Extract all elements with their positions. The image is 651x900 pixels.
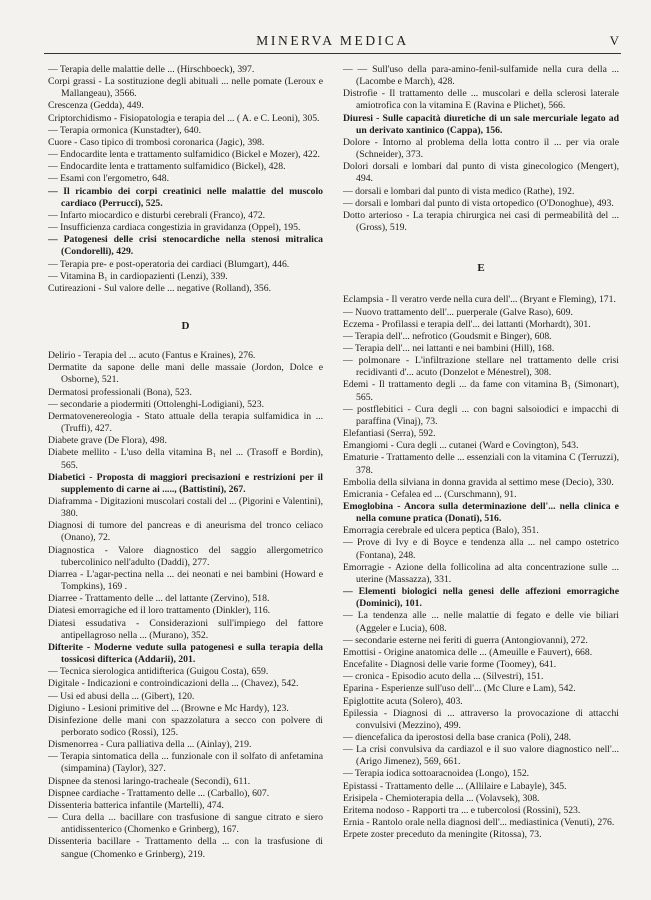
index-entry: Dolori dorsali e lombari dal punto di vista ginecologico (Mengert), 494. — [343, 161, 619, 185]
index-entry: — Terapia dell'... nefrotico (Goudsmit e Binger), 608. — [343, 330, 552, 342]
index-entry: Eparina - Esperienze sull'uso dell'... (Mc Clure e Lam), 542. — [343, 683, 576, 695]
index-entry: Diagnosi di tumore del pancreas e di aneurisma del tronco celiaco (Onano), 72. — [48, 520, 323, 544]
index-entry: — Endocardite lenta e trattamento sulfamidico (Bickel e Mozer), 422. — [48, 149, 320, 161]
index-entry: Cuore - Caso tipico di trombosi coronarica (Jagic), 398. — [48, 136, 265, 148]
index-entry: — Terapia pre- e post-operatoria dei cardiaci (Blumgart), 446. — [48, 258, 290, 270]
index-entry: — Infarto miocardico e disturbi cerebrali (Franco), 472. — [48, 209, 266, 221]
index-entry: Diatesi essudativa - Considerazioni sull'impiego del fattore antipellagroso nella ... (Murano), 352. — [48, 617, 323, 641]
index-entry: Epistassi - Trattamento delle ... (Allilaire e Labayle), 345. — [343, 780, 567, 792]
index-entry: — Terapia ormonica (Kunstadter), 640. — [48, 124, 202, 136]
index-entry: Embolia della silviana in donna gravida al settimo mese (Decio), 330. — [343, 476, 614, 488]
index-entry: Eczema - Profilassi e terapia dell'... dei lattanti (Morhardt), 301. — [343, 318, 591, 330]
index-entry: — Elementi biologici nella genesi delle affezioni emorragiche (Dominici), 101. — [343, 586, 619, 610]
index-entry: Diarrea - L'agar-pectina nella ... dei neonati e nei bambini (Howard e Tompkins), 169 . — [48, 568, 323, 593]
index-entry: — dorsali e lombari dal punto di vista medico (Rathe), 192. — [343, 185, 575, 197]
index-entry: Cutireazioni - Sul valore delle ... negative (Rolland), 356. — [48, 282, 272, 294]
index-entry: — Terapia sintomatica della ... funzionale con il solfato di anfetamina (simpamina) (Taylor), 327. — [48, 751, 323, 775]
index-entry: — La crisi convulsiva da cardiazol e il suo valore diagnostico nell'... (Arigo Jimenez), 569, 661. — [343, 744, 619, 768]
index-entry: — diencefalica da iperostosi della base cranica (Poli), 248. — [343, 731, 572, 743]
left-column — [48, 64, 323, 861]
index-entry: — Usi ed abusi della ... (Gibert), 120. — [48, 690, 195, 702]
index-entry: Crescenza (Gedda), 449. — [48, 100, 144, 112]
index-entry: — Vitamina B₁ in cardiopazienti (Lenzi), 339. — [48, 270, 228, 282]
index-entry: Erpete zoster preceduto da meningite (Ritossa), 73. — [343, 829, 542, 841]
index-entry: Emoglobina - Ancora sulla determinazione dell'... nella clinica e nella comune pratica (Donati), 516. — [343, 501, 619, 525]
index-entry: Erisipela - Chemioterapia della ... (Volavsek), 308. — [343, 792, 540, 804]
index-entry: — postflebitici - Cura degli ... con bagni salsoiodici e impacchi di paraffina (Vinaj), 73. — [343, 403, 619, 427]
index-entry: — secondarie esterne nei feriti di guerra (Antongiovanni), 272. — [343, 634, 588, 646]
index-entry: — Patogenesi delle crisi stenocardiche nella stenosi mitralica (Condorelli), 429. — [48, 234, 323, 258]
index-entry: — Terapia iodica sottoaracnoidea (Longo), 152. — [343, 768, 530, 780]
index-entry: Ernia - Rantolo orale nella diagnosi dell'... mediastinica (Venuti), 276. — [343, 817, 615, 829]
index-entry: Dermatovenereologia - Stato attuale della terapia sulfamidica in ... (Truffi), 427. — [48, 410, 323, 435]
index-entry: — dorsali e lombari dal punto di vista ortopedico (O'Donoghue), 493. — [343, 197, 614, 209]
index-entry: — Il ricambio dei corpi creatinici nelle malattie del muscolo cardiaco (Perrucci), 525. — [48, 185, 323, 209]
right-column — [343, 64, 619, 841]
index-entry: Encefalite - Diagnosi delle varie forme (Toomey), 641. — [343, 659, 557, 671]
left-entries-top — [48, 64, 323, 295]
index-entry: Dissenteria bacillare - Trattamento della ... con la trasfusione di sangue (Chomenko e Grinberg), 219. — [48, 836, 323, 860]
index-entry: Diabete grave (De Flora), 498. — [48, 435, 167, 447]
index-entry: — cronica - Episodio acuto della ... (Silvestri), 151. — [343, 671, 544, 683]
index-entry: Dolore - Intorno al problema della lotta contro il ... per via orale (Schneider), 373. — [343, 136, 619, 161]
index-entry: Edemi - Il trattamento degli ... da fame con vitamina B₁ (Simonart), 565. — [343, 379, 619, 403]
index-entry: Digiuno - Lesioni primitive del ... (Browne e Mc Hardy), 123. — [48, 702, 289, 714]
index-entry: Eritema nodoso - Rapporti tra ... e tubercolosi (Rossini), 523. — [343, 804, 581, 816]
section-letter-d: D — [181, 319, 190, 332]
index-entry: Dismenorrea - Cura palliativa della ... (Ainlay), 219. — [48, 739, 252, 751]
section-letter-e: E — [477, 262, 485, 275]
right-entries-bottom — [343, 294, 619, 841]
index-entry: Diaframma - Digitazioni muscolari costali del ... (Pigorini e Valentini), 380. — [48, 496, 323, 520]
index-entry: Diarree - Trattamento delle ... del lattante (Zervino), 518. — [48, 593, 270, 605]
journal-title: MINERVA MEDICA — [256, 33, 409, 48]
index-entry: Dissenteria batterica infantile (Martelli), 474. — [48, 799, 224, 811]
right-entries-top — [343, 64, 619, 234]
index-entry: Dermatosi professionali (Bona), 523. — [48, 386, 192, 398]
index-entry: Dermatite da sapone delle mani delle massaie (Jordon, Dolce e Osborne), 521. — [48, 362, 323, 386]
index-entry: — Tecnica sierologica antidifterica (Guigou Costa), 659. — [48, 666, 269, 678]
index-entry: Diagnostica - Valore diagnostico del saggio allergometrico tubercolinico nell'adulto (Daddi), 277. — [48, 544, 323, 568]
index-entry: Disinfezione delle mani con spazzolatura a secco con polvere di perborato sodico (Rossi), 125. — [48, 714, 323, 738]
index-entry: Epiglottite acuta (Solero), 403. — [343, 695, 463, 707]
index-entry: — Esami con l'ergometro, 648. — [48, 173, 170, 185]
index-entry: Distrofie - Il trattamento delle ... muscolari e della sclerosi laterale amiotrofica con la vitamina E (Ravina e Plichet), 566. — [343, 88, 619, 112]
index-entry: Eclampsia - Il veratro verde nella cura dell'... (Bryant e Fleming), 171. — [343, 294, 616, 306]
index-entry: Digitale - Indicazioni e controindicazioni della ... (Chavez), 542. — [48, 678, 299, 690]
index-entry: Criptorchidismo - Fisiopatologia e terapia del ... ( A. e C. Leoni), 305. — [48, 112, 320, 124]
index-entry: — Terapia delle malattie delle ... (Hirschboeck), 397. — [48, 64, 255, 75]
index-entry: Diuresi - Sulle capacità diuretiche di un sale mercuriale legato ad un derivato xantinico (Cappa), 156. — [343, 112, 619, 136]
index-entry: — secondarie a piodermiti (Ottolenghi-Lodigiani), 523. — [48, 398, 265, 410]
index-entry: Emicrania - Cefalea ed ... (Curschmann), 91. — [343, 488, 517, 500]
index-entry: Emottisi - Origine anatomica delle ... (Ameuille e Fauvert), 668. — [343, 646, 593, 658]
index-entry: — Endocardite lenta e trattamento sulfamidico (Bickel), 428. — [48, 161, 286, 173]
index-entry: Emangiomi - Cura degli ... cutanei (Ward e Covington), 543. — [343, 440, 579, 452]
index-entry: Corpi grassi - La sostituzione degli abituali ... nelle pomate (Leroux e Mallangeau), 3566. — [48, 76, 323, 100]
index-entry: — Terapia dell'... nei lattanti e nei bambini (Hill), 168. — [343, 342, 555, 354]
index-entry: — Nuovo trattamento dell'... puerperale (Galve Raso), 609. — [343, 306, 573, 318]
index-entry: — La tendenza alle ... nelle malattie di fegato e delle vie biliari (Aggeler e Lucia), 608. — [343, 610, 619, 634]
index-entry: Emorragie - Azione della follicolina ad alta concentrazione sulle ... uterine (Massazza), 331. — [343, 561, 619, 585]
index-entry: — polmonare - L'infiltrazione stellare nel trattamento delle crisi recidivanti d'... acuto (Donzelot e Ménestrel), 308. — [343, 355, 619, 379]
index-entry: Ematurie - Trattamento delle ... essenziali con la vitamina C (Terruzzi), 378. — [343, 452, 619, 476]
index-entry: Emorragia cerebrale ed ulcera peptica (Balo), 351. — [343, 525, 539, 537]
index-entry: Delirio - Terapia del ... acuto (Fantus e Kraines), 276. — [48, 350, 256, 362]
index-entry: Diabete mellito - L'uso della vitamina B₁ nel ... (Trasoff e Bordin), 565. — [48, 447, 323, 471]
index-entry: Dispnee da stenosi laringo-tracheale (Secondi), 611. — [48, 775, 251, 787]
index-entry: Dispnee cardiache - Trattamento delle ... (Carballo), 607. — [48, 787, 270, 799]
index-entry: — Prove di Ivy e di Boyce e tendenza alla ... nel campo ostetrico (Fontana), 248. — [343, 537, 619, 561]
index-entry: Diatesi emorragiche ed il loro trattamento (Dinkler), 116. — [48, 605, 271, 617]
index-entry: Epilessia - Diagnosi di ... attraverso la provocazione di attacchi convulsivi (Mezzino), 499. — [343, 707, 619, 731]
index-entry: — — Sull'uso della para-amino-fenil-sulfamide nella cura della ... (Lacombe e March), 428. — [343, 64, 619, 88]
index-entry: Dotto arterioso - La terapia chirurgica nei casi di permeabilità del ... (Gross), 519. — [343, 209, 619, 234]
index-entry: Diabetici - Proposta di maggiori precisazioni e restrizioni per il supplemento di carne ai ....., (Battistini), 267. — [48, 471, 323, 495]
left-entries-bottom — [48, 350, 323, 861]
page-number: V — [609, 33, 619, 48]
index-entry: — Insufficienza cardiaca congestizia in gravidanza (Oppel), 195. — [48, 222, 301, 234]
running-header — [44, 33, 621, 54]
index-entry: Elefantiasi (Serra), 592. — [343, 428, 436, 440]
index-entry: Difterite - Moderne vedute sulla patogenesi e sulla terapia della tossicosi difterica (Addarii), 201. — [48, 641, 323, 666]
index-entry: — Cura della ... bacillare con trasfusione di sangue citrato e siero antidissenterico (Chomenko e Grinberg), 167. — [48, 812, 323, 836]
